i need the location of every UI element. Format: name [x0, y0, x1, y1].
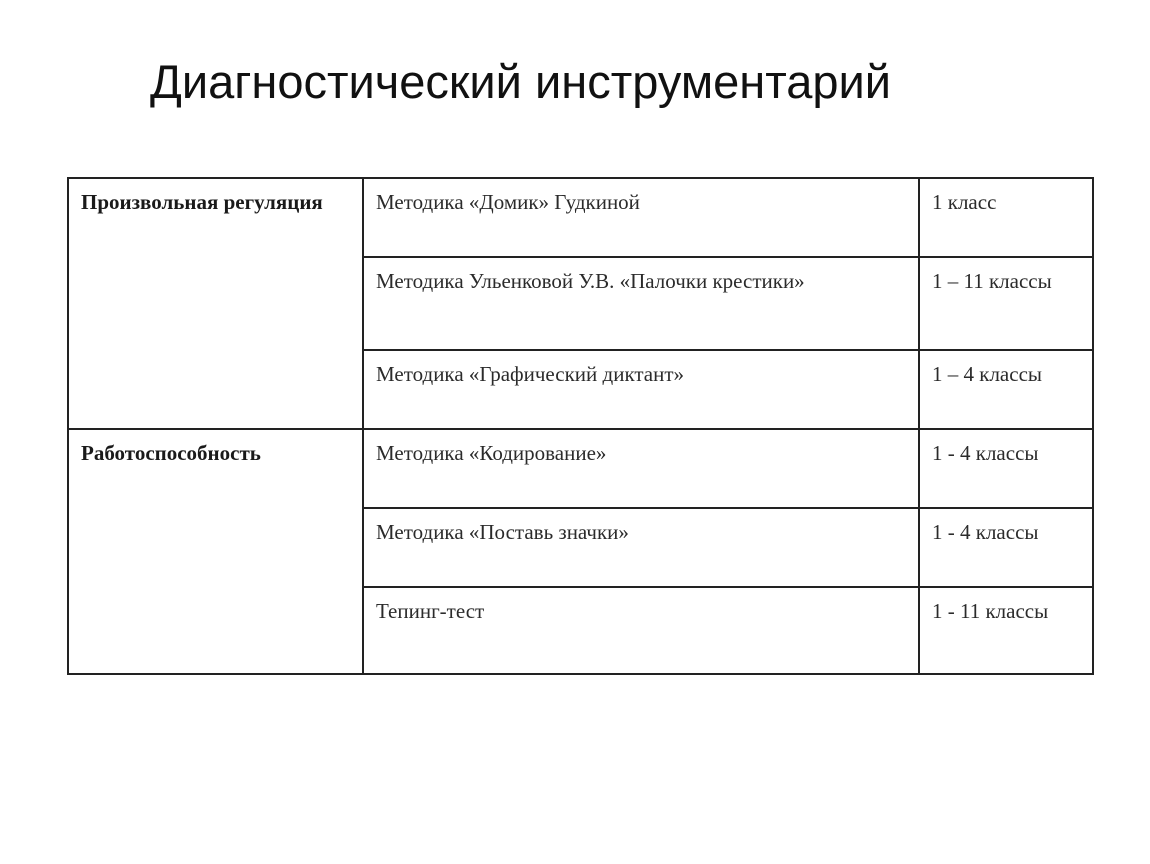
method-cell: Методика «Поставь значки»	[363, 508, 919, 587]
method-cell: Методика «Графический диктант»	[363, 350, 919, 429]
method-cell: Методика Ульенковой У.В. «Палочки крестики»	[363, 257, 919, 350]
grade-cell: 1 - 4 классы	[919, 508, 1093, 587]
grade-cell: 1 – 11 классы	[919, 257, 1093, 350]
method-cell: Тепинг-тест	[363, 587, 919, 674]
table-row	[68, 429, 1093, 508]
diagnostic-table	[67, 177, 1094, 675]
page-title: Диагностический инструментарий	[150, 55, 892, 108]
grade-cell: 1 класс	[919, 178, 1093, 257]
grade-cell: 1 – 4 классы	[919, 350, 1093, 429]
table-row	[68, 178, 1093, 257]
grade-cell: 1 - 4 классы	[919, 429, 1093, 508]
method-cell: Методика «Кодирование»	[363, 429, 919, 508]
area-cell-voluntary-regulation: Произвольная регуляция	[68, 178, 363, 429]
area-cell-work-capacity: Работоспособность	[68, 429, 363, 674]
method-cell: Методика «Домик» Гудкиной	[363, 178, 919, 257]
grade-cell: 1 - 11 классы	[919, 587, 1093, 674]
